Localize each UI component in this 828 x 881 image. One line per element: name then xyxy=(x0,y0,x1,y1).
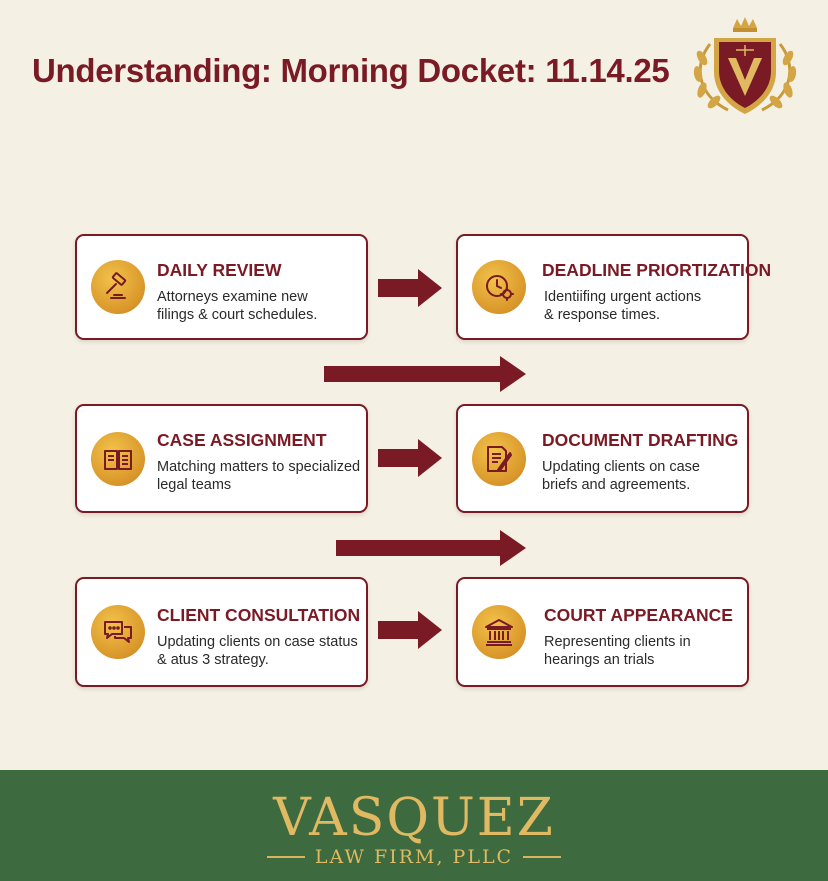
footer-firm-name: VASQUEZ xyxy=(273,788,555,848)
step-description: Updating clients on case briefs and agreements. xyxy=(542,459,700,493)
step-title: CASE ASSIGNMENT xyxy=(157,430,327,450)
step-card-client-consultation xyxy=(75,577,368,687)
gavel-icon xyxy=(91,260,145,314)
step-card-case-assignment xyxy=(75,404,368,513)
step-description: Attorneys examine new filings & court schedules. xyxy=(157,289,318,323)
footer-subtitle-row xyxy=(0,846,828,868)
arrow-right xyxy=(378,437,444,479)
arrow-right-long xyxy=(324,354,528,394)
law-firm-crest-icon xyxy=(688,14,802,122)
step-description: Representing clients in hearings an trials xyxy=(544,634,691,668)
footer-subtitle: LAW FIRM, PLLC xyxy=(314,846,514,868)
step-card-document-drafting xyxy=(456,404,749,513)
footer-divider xyxy=(267,856,305,858)
step-title: DAILY REVIEW xyxy=(157,260,282,280)
footer-divider xyxy=(523,856,561,858)
step-title: DEADLINE PRIORTIZATION xyxy=(542,260,772,280)
step-title: COURT APPEARANCE xyxy=(544,605,733,625)
open-book-icon xyxy=(91,432,145,486)
step-title: CLIENT CONSULTATION xyxy=(157,605,361,625)
step-card-deadline-prioritization xyxy=(456,234,772,340)
courthouse-icon xyxy=(472,605,526,659)
arrow-right xyxy=(378,609,444,651)
page-title: Understanding: Morning Docket: 11.14.25 xyxy=(32,52,670,89)
step-description: Identiifing urgent actions & response times. xyxy=(544,289,702,323)
step-description: Updating clients on case status & atus 3 strategy. xyxy=(157,634,358,668)
chat-bubbles-icon xyxy=(91,605,145,659)
arrow-right-long xyxy=(336,528,528,568)
step-card-court-appearance xyxy=(456,577,749,687)
clock-gear-icon xyxy=(472,260,526,314)
step-title: DOCUMENT DRAFTING xyxy=(542,430,739,450)
arrow-right xyxy=(378,267,444,309)
step-card-daily-review xyxy=(75,234,368,340)
step-description: Matching matters to specialized legal teams xyxy=(157,459,361,493)
document-pen-icon xyxy=(472,432,526,486)
